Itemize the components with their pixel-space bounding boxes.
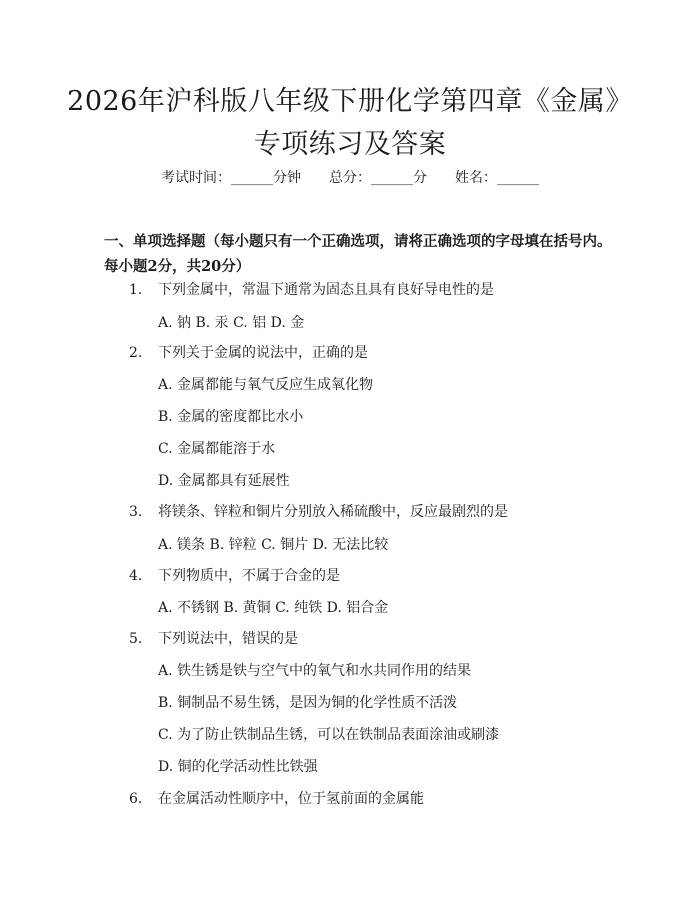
question-text: 下列说法中，错误的是 (158, 631, 298, 647)
student-name: 姓名：______ (455, 170, 539, 186)
exam-score: 总分：______分 (329, 170, 427, 186)
exam-info (0, 168, 700, 188)
question-stem (129, 789, 424, 809)
question-number: 5. (129, 631, 143, 647)
question-stem (129, 629, 298, 649)
question-stem (129, 566, 340, 586)
question-text: 下列物质中，不属于合金的是 (158, 568, 340, 584)
option-line: C. 金属都能溶于水 (158, 441, 276, 457)
option-line: C. 为了防止铁制品生锈，可以在铁制品表面涂油或刷漆 (158, 727, 500, 743)
option-line: A. 不锈钢 B. 黄铜 C. 纯铁 D. 铝合金 (158, 600, 389, 616)
question-number: 3. (129, 504, 143, 520)
question-text: 将镁条、锌粒和铜片分别放入稀硫酸中，反应最剧烈的是 (158, 504, 508, 520)
document-title: 2026年沪科版八年级下册化学第四章《金属》专项练习及答案 (67, 86, 633, 160)
option-line: A. 镁条 B. 锌粒 C. 铜片 D. 无法比较 (158, 537, 389, 553)
option-line: D. 铜的化学活动性比铁强 (158, 759, 318, 775)
question-stem (129, 502, 508, 522)
question-stem (129, 343, 368, 363)
question-text: 下列关于金属的说法中，正确的是 (158, 345, 368, 361)
option-line: B. 铜制品不易生锈，是因为铜的化学性质不活泼 (158, 695, 458, 711)
question-text: 在金属活动性顺序中，位于氢前面的金属能 (158, 791, 424, 807)
exam-time: 考试时间：______分钟 (161, 170, 301, 186)
option-line: A. 金属都能与氧气反应生成氧化物 (158, 377, 374, 393)
section-heading: 一、单项选择题（每小题只有一个正确选项，请将正确选项的字母填在括号内。每小题2分，共20分） (104, 233, 612, 275)
question-number: 1. (129, 282, 143, 298)
question-number: 2. (129, 345, 143, 361)
option-line: B. 金属的密度都比水小 (158, 409, 304, 425)
question-text: 下列金属中，常温下通常为固态且具有良好导电性的是 (158, 282, 494, 298)
question-stem (129, 280, 494, 300)
option-line: D. 金属都具有延展性 (158, 473, 290, 489)
question-number: 4. (129, 568, 143, 584)
option-line: A. 钠 B. 汞 C. 铝 D. 金 (158, 315, 305, 331)
option-line: A. 铁生锈是铁与空气中的氧气和水共同作用的结果 (158, 663, 472, 679)
question-number: 6. (129, 791, 143, 807)
